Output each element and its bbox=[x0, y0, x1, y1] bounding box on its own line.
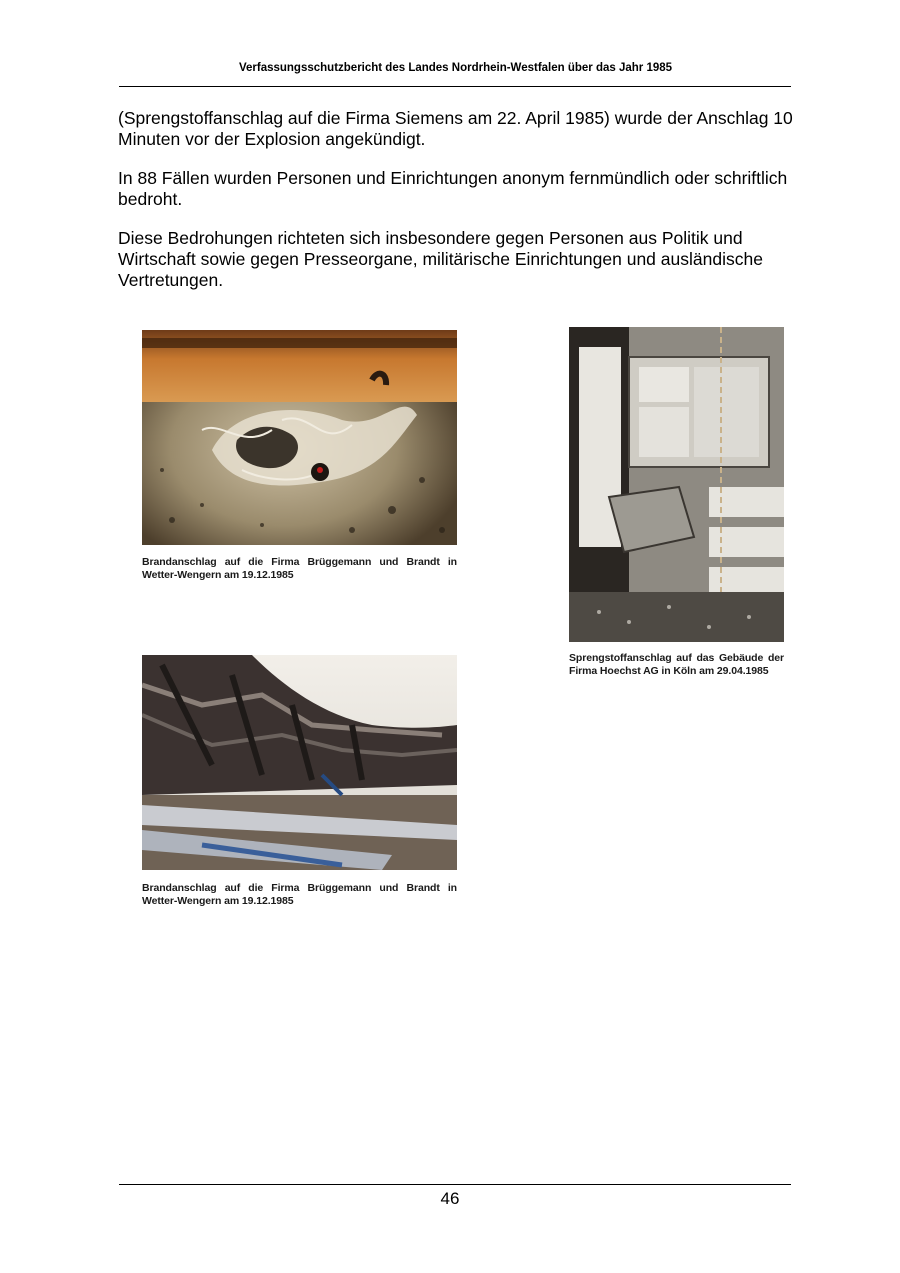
page-number: 46 bbox=[440, 1189, 460, 1208]
figure-caption-2: Sprengstoffanschlag auf das Gebäude der Firma Hoechst AG in Köln am 29.04.1985 bbox=[569, 652, 784, 677]
photo-collapsed-factory-hall bbox=[142, 655, 457, 870]
figure-caption-3: Brandanschlag auf die Firma Brüggemann und Brandt in Wetter-Wengern am 19.12.1985 bbox=[142, 882, 457, 907]
running-header: Verfassungsschutzbericht des Landes Nordrhein-Westfalen über das Jahr 1985 bbox=[238, 62, 673, 74]
paragraph-2: In 88 Fällen wurden Personen und Einrichtungen anonym fernmündlich oder schriftlich bedroht. bbox=[118, 168, 788, 209]
footer-rule bbox=[119, 1184, 791, 1185]
figure-caption-1: Brandanschlag auf die Firma Brüggemann und Brandt in Wetter-Wengern am 19.12.1985 bbox=[142, 556, 457, 581]
photo-hoechst-building-entrance bbox=[569, 327, 784, 642]
header-rule bbox=[119, 86, 791, 87]
paragraph-3: Diese Bedrohungen richteten sich insbesondere gegen Personen aus Politik und Wirtschaft sowie gegen Presseorgane, militärische Einrichtungen und ausländische Vertretungen. bbox=[118, 228, 763, 290]
paragraph-1: (Sprengstoffanschlag auf die Firma Siemens am 22. April 1985) wurde der Anschlag 10 Minuten vor der Explosion angekündigt. bbox=[118, 108, 793, 149]
photo-incendiary-device-debris bbox=[142, 330, 457, 545]
